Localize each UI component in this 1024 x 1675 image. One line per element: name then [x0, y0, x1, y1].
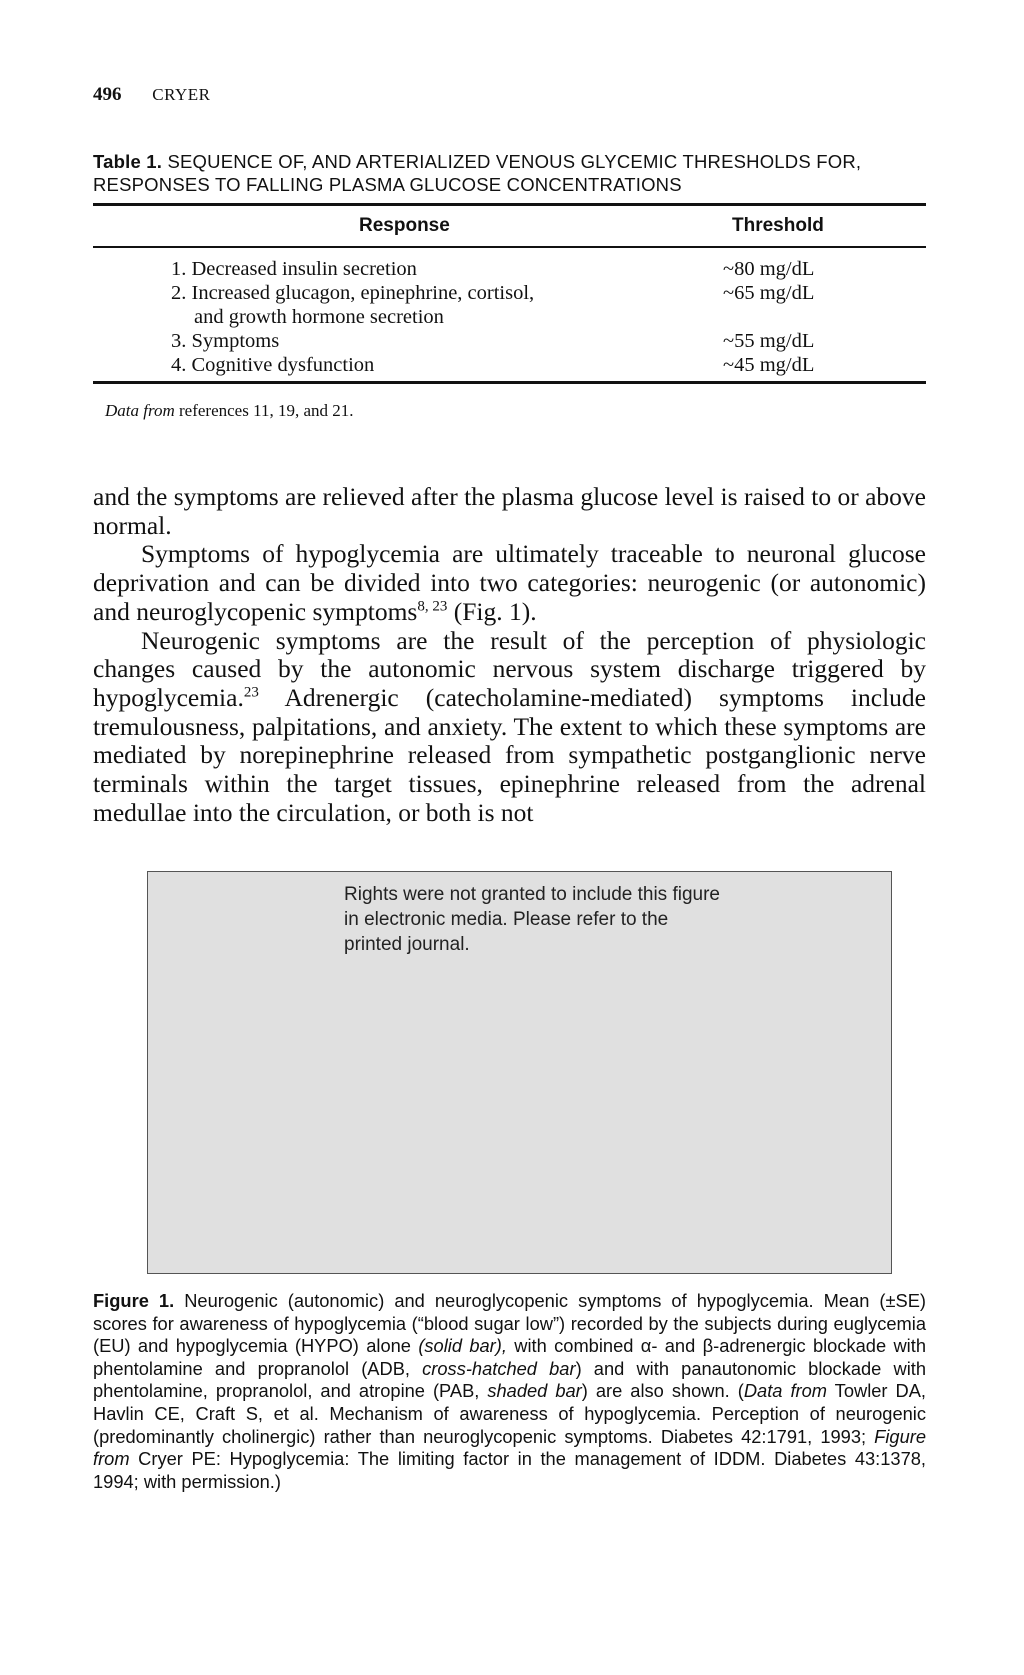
body-text	[93, 483, 926, 827]
threshold-cell: ~45 mg/dL	[723, 354, 815, 376]
table-row	[171, 329, 911, 353]
table-title: SEQUENCE OF, AND ARTERIALIZED VENOUS GLYCEMIC THRESHOLDS FOR, RESPONSES TO FALLING PLASMA GLUCOSE CONCENTRATIONS	[93, 151, 862, 195]
page-number: 496	[93, 84, 122, 105]
caption-italic: Data from	[743, 1380, 828, 1402]
caption-text: ) and with panautonomic blockade with phentolamine, propranolol, and atropine (PAB,	[93, 1357, 927, 1402]
table-row	[171, 353, 911, 377]
caption-italic: Figure from	[93, 1425, 926, 1470]
column-header-threshold: Threshold	[732, 215, 824, 236]
citation-superscript: 8, 23	[417, 598, 448, 615]
body-paragraph: and the symptoms are relieved after the plasma glucose level is raised to or above normal.	[93, 482, 926, 540]
response-line: 2. Increased glucagon, epinephrine, cortisol,	[171, 282, 535, 304]
response-cell	[171, 281, 621, 329]
table-top-rule	[93, 203, 926, 206]
table-source-note	[105, 401, 354, 421]
figure-label: Figure 1.	[93, 1290, 175, 1311]
body-paragraph	[93, 627, 926, 828]
response-cell: 3. Symptoms	[171, 330, 280, 352]
caption-italic: cross-hatched bar	[422, 1357, 576, 1379]
figure-placeholder	[147, 871, 892, 1274]
table-caption	[93, 150, 926, 196]
table-bottom-rule	[93, 381, 926, 384]
paragraph-text: (Fig. 1).	[447, 596, 537, 626]
table-note-text: references 11, 19, and 21.	[174, 401, 354, 420]
running-head: CRYER	[152, 85, 211, 104]
threshold-cell: ~55 mg/dL	[723, 330, 815, 352]
column-header-response: Response	[359, 215, 450, 236]
caption-text: Neurogenic (autonomic) and neuroglycopenic symptoms of hypoglycemia. Mean (±SE) scores for awareness of hypoglycemia (“blood sugar low”) recorded by the subjects during euglycemia (EU) and hypoglycemia (HYPO) alone	[93, 1290, 927, 1357]
table-body	[171, 257, 911, 377]
paragraph-text: Neurogenic symptoms are the result of the perception of physiologic changes caused by the autonomic nervous system discharge triggered by hypoglycemia.	[93, 625, 926, 712]
threshold-cell: ~65 mg/dL	[723, 282, 815, 304]
caption-italic: shaded bar	[487, 1380, 582, 1402]
paragraph-text: Symptoms of hypoglycemia are ultimately traceable to neuronal glucose deprivation and can be divided into two categories: neurogenic (or autonomic) and neuroglycopenic symptoms	[93, 539, 926, 626]
running-header	[93, 84, 211, 106]
caption-text: ) are also shown. (	[581, 1380, 744, 1402]
response-cell: 4. Cognitive dysfunction	[171, 354, 375, 376]
table-label: Table 1.	[93, 151, 163, 172]
table-header-rule	[93, 246, 926, 248]
citation-superscript: 23	[243, 684, 259, 701]
threshold-cell: ~80 mg/dL	[723, 258, 815, 280]
table-row	[171, 257, 911, 281]
caption-italic: (solid bar),	[418, 1335, 507, 1357]
body-paragraph	[93, 540, 926, 626]
figure-caption	[93, 1290, 926, 1493]
caption-text: Cryer PE: Hypoglycemia: The limiting factor in the management of IDDM. Diabetes 43:1378, 1994; with permission.)	[93, 1448, 926, 1492]
paragraph-text: Adrenergic (catecholamine-mediated) symptoms include tremulousness, palpitations, and anxiety. The extent to which these symptoms are mediated by norepinephrine released from sympathetic postganglionic nerve terminals within the target tissues, epinephrine released from the adrenal medullae into the circulation, or both is not	[93, 682, 926, 827]
table-row	[171, 281, 911, 329]
caption-text: Towler DA, Havlin CE, Craft S, et al. Mechanism of awareness of hypoglycemia. Perception of neurogenic (predominantly cholinergic) rather than neuroglycopenic symptoms. Diabetes 42:1791, 1993;	[93, 1380, 926, 1447]
response-cell: 1. Decreased insulin secretion	[171, 258, 417, 280]
rights-notice: Rights were not granted to include this figure in electronic media. Please refer to the printed journal.	[344, 884, 720, 955]
caption-text: with combined α- and β-adrenergic blockade with phentolamine and propranolol (ADB,	[93, 1335, 926, 1379]
table-note-italic: Data from	[105, 401, 175, 420]
response-continuation: and growth hormone secretion	[194, 306, 444, 328]
